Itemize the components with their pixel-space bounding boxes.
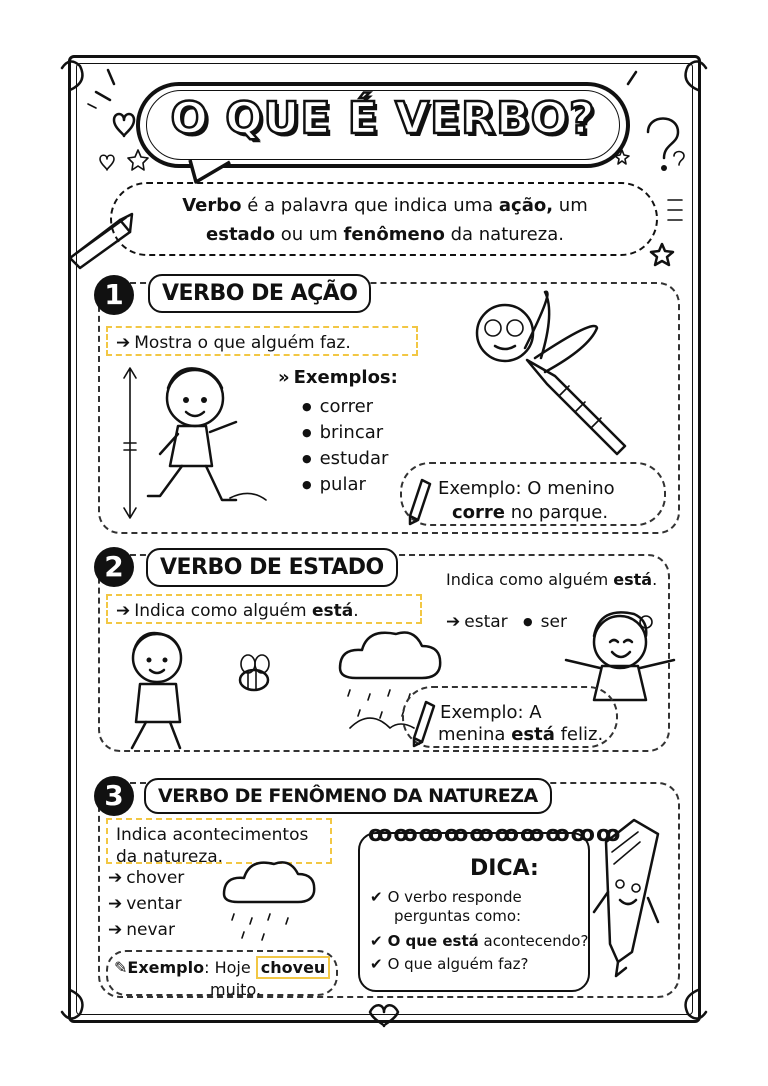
sparkle-lines (664, 196, 694, 236)
definition-text: Verbo é a palavra que indica uma ação, um estado ou um fenômeno da natureza. (182, 195, 588, 245)
tip-line: ✔ O verbo responde (370, 888, 522, 906)
section-1-example-line2: corre no parque. (452, 502, 609, 523)
arrow-icon: ➔ (116, 601, 131, 621)
arrow-icon: ➔ (446, 612, 461, 632)
star-icon (128, 148, 158, 178)
section-1-title: VERBO DE AÇÃO (148, 274, 371, 313)
double-chevron-icon: » (278, 367, 290, 388)
section-3-description: Indica acontecimentos da natureza. (106, 818, 332, 864)
section-2-description: ➔ Indica como alguém está. (106, 594, 422, 624)
section-3-example: ➔ ventar (108, 894, 182, 914)
section-2-number: 2 (94, 547, 134, 587)
check-icon: ✔ (370, 888, 383, 906)
check-icon: ✔ (370, 932, 383, 950)
section-2-example-line2: menina está feliz. (438, 724, 604, 745)
section-1-example: ● pular (302, 474, 366, 495)
section-3-title: VERBO DE FENÔMENO DA NATUREZA (144, 778, 552, 814)
pencil-icon: ✎ (114, 958, 128, 977)
section-1-number: 1 (94, 275, 134, 315)
arrow-icon: ➔ (108, 868, 123, 888)
heart-icon (96, 155, 126, 185)
star-icon (614, 148, 644, 178)
section-3-number: 3 (94, 776, 134, 816)
bee-icon (230, 650, 280, 700)
tip-title: DICA: (470, 856, 539, 881)
section-3-example: ➔ chover (108, 868, 185, 888)
section-3-example: ➔ nevar (108, 920, 175, 940)
section-1-example-line1: Exemplo: O menino (438, 478, 615, 499)
boy-walking-icon (112, 628, 202, 758)
star-icon (650, 242, 680, 272)
section-1-example: ● correr (302, 396, 373, 417)
pencil-mascot-icon (592, 812, 672, 992)
section-3-example-line2: muito. (210, 980, 262, 999)
pencil-icon (404, 476, 434, 526)
dragonfly-icon (455, 288, 655, 468)
tip-line: perguntas como: (394, 907, 522, 925)
rain-cloud-icon (210, 858, 330, 948)
tip-question: ✔ O que está acontecendo? (370, 932, 589, 950)
section-1-example: ● estudar (302, 448, 388, 469)
pencil-icon (408, 698, 438, 748)
arrow-icon: ➔ (108, 894, 123, 914)
tip-question: ✔ O que alguém faz? (370, 955, 529, 973)
arrow-icon: ➔ (108, 920, 123, 940)
question-mark-icon (640, 112, 700, 182)
notebook-rings: ꝏꝏꝏꝏꝏꝏꝏꝏꝏꝏ (368, 822, 622, 847)
section-2-title: VERBO DE ESTADO (146, 548, 398, 587)
section-1-example: ● brincar (302, 422, 383, 443)
page-title: O QUE É VERBO? (170, 93, 596, 144)
boy-running-icon (120, 358, 270, 528)
section-2-side-note: Indica como alguém está. (446, 570, 658, 589)
section-2-examples: ➔ estar ● ser (446, 612, 567, 632)
check-icon: ✔ (370, 955, 383, 973)
section-1-examples-heading: » Exemplos: (278, 367, 398, 388)
arrow-icon: ➔ (116, 333, 131, 353)
section-1-description: ➔ Mostra o que alguém faz. (106, 326, 418, 356)
section-2-example-line1: Exemplo: A (440, 702, 542, 723)
section-3-example-line1: ✎Exemplo: Hoje choveu (114, 958, 330, 977)
heart-icon (104, 110, 144, 150)
